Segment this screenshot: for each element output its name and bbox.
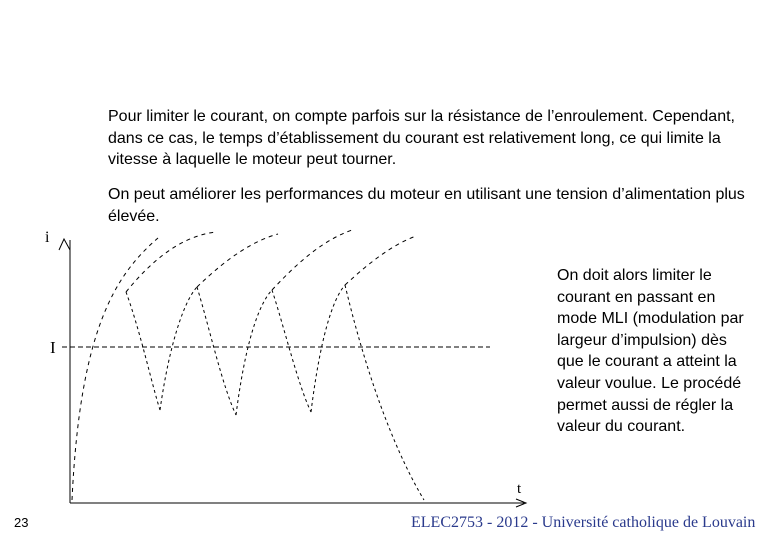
paragraph-pwm-mode: On doit alors limiter le courant en passant en mode MLI (modulation par largeur d’impulsion) dès que le courant a atteint la valeur voulue. Le procédé permet aussi de régler la valeur du courant.	[557, 267, 744, 436]
current-decay-1	[126, 292, 160, 410]
y-axis-label: i	[45, 229, 50, 246]
x-axis-label: t	[517, 481, 522, 497]
envelope-curve-3	[197, 234, 278, 287]
current-rise-2	[236, 290, 272, 415]
threshold-label: I	[50, 338, 56, 357]
footer-text: ELEC2753 - 2012 - Université catholique de Louvain	[411, 514, 756, 531]
envelope-curve-2	[126, 232, 216, 292]
current-rise-3	[311, 285, 345, 412]
current-rise-1	[160, 287, 197, 410]
current-decay-2	[197, 287, 236, 415]
envelope-curve-5	[345, 236, 416, 285]
paragraph-current-limiting: Pour limiter le courant, on compte parfois sur la résistance de l’enroulement. Cependant, dans ce cas, le temps d’établissement du courant est relativement long, ce qui limite la vitesse à laquelle le moteur peut tourner.	[108, 108, 735, 168]
current-final-decay	[345, 285, 424, 500]
y-axis-arrowhead	[59, 239, 70, 250]
envelope-curve-1	[72, 238, 158, 500]
envelope-curve-4	[272, 230, 352, 290]
page-number: 23	[14, 515, 29, 530]
current-decay-3	[272, 290, 311, 412]
paragraph-higher-voltage: On peut améliorer les performances du moteur en utilisant une tension d’alimentation plus élevée.	[108, 186, 745, 225]
